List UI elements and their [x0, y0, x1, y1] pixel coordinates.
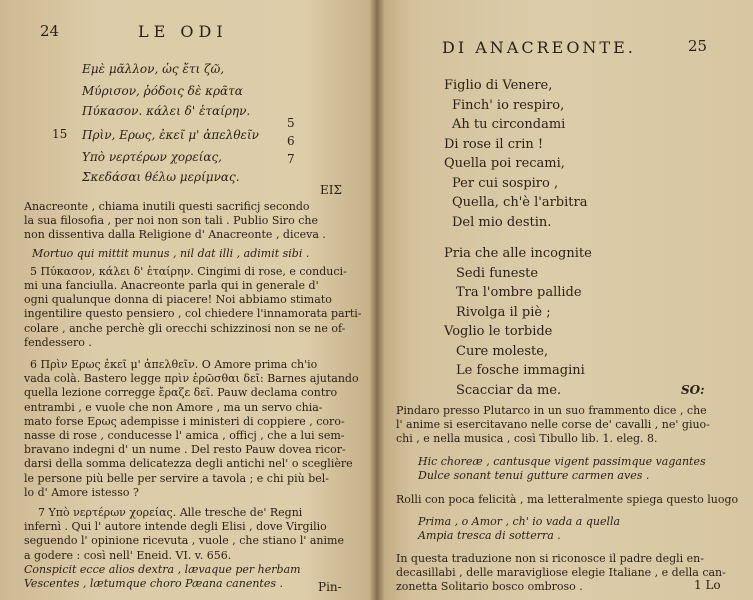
- note-line: ogni qualunque donna di piacere! Noi abbiamo stimato: [24, 293, 332, 307]
- verse-line: Del mio destin.: [452, 214, 552, 230]
- note-line: a godere : così nell' Eneid. VI. v. 656.: [24, 548, 232, 562]
- left-running-head: LE ODI: [138, 22, 228, 41]
- note-line: zonetta Solitario bosco ombroso .: [396, 580, 583, 594]
- note-line: lo d' Amore istesso ?: [24, 485, 139, 499]
- italian-verse: [444, 78, 592, 402]
- note-line: colare , anche perchè gli orecchi schizzinosi non se ne of-: [24, 321, 346, 335]
- note-line: Vescentes , lætumque choro Pæana canentes .: [24, 577, 283, 591]
- note-line: 7 Υπὸ νερτέρων χορείας. Alle tresche de' Regni: [38, 506, 303, 520]
- verse-line: Le fosche immagini: [456, 363, 585, 378]
- note-line: bravano indegni d' un nume . Del resto Pauw dovea ricor-: [24, 443, 346, 457]
- note-line: vada colà. Bastero legge πρὶν ἐρῶσθαι δεῖ: Barnes ajutando: [24, 372, 359, 386]
- verse-line: Ah tu circondami: [452, 117, 566, 132]
- note-line: non dissentiva dalla Religione d' Anacreonte , diceva .: [24, 228, 326, 242]
- verse-line-number: 15: [52, 127, 68, 141]
- greek-line: Εμὲ μᾶλλον, ὡς ἔτι ζῶ,: [82, 62, 225, 76]
- note-line: ingentilire questo pensiero , col chiedere l'innamorata parti-: [24, 307, 362, 321]
- note-line: mi una fanciulla. Anacreonte parla qui in generale d': [24, 279, 319, 293]
- greek-line: Υπὸ νερτέρων χορείας,: [82, 150, 222, 164]
- verse-line: Sedi funeste: [456, 265, 539, 281]
- note-line: chi , e nella musica , così Tibullo lib. 1. eleg. 8.: [396, 432, 658, 446]
- note-line: la sua filosofia , per noi non son tali . Publio Siro che: [24, 214, 319, 228]
- verse-line: Tra l'ombre pallide: [456, 285, 582, 300]
- note-line: seguendo l' opinione ricevuta , vuole , che stiano l' anime: [24, 534, 344, 548]
- note-line: nasse di rose , conducesse l' amica , officj , che a lui sem-: [24, 429, 345, 443]
- note-line: Prima , o Amor , ch' io vada a quella: [418, 515, 621, 529]
- verse-line: Rivolga il piè ;: [456, 304, 551, 320]
- greek-line: Πύκασον. κάλει δ' ἑταίρην.: [82, 104, 251, 118]
- right-page: [376, 0, 753, 600]
- note-line: infernì . Qui l' autore intende degli Elisi , dove Virgilio: [24, 520, 327, 534]
- note-line: 5 Πύκασον, κάλει δ' ἑταίρην. Cingimi di rose, e conduci-: [30, 264, 347, 278]
- verse-line: Pria che alle incognite: [444, 246, 592, 261]
- verse-line-number: 5: [287, 116, 295, 130]
- greek-line: Σκεδάσαι θέλω μερίμνας.: [82, 170, 240, 184]
- note-line: Rolli con poca felicità , ma letteralmente spiega questo luogo: [396, 493, 739, 507]
- book-gutter: [370, 0, 384, 600]
- verse-line-number: 6: [287, 134, 295, 148]
- verse-line: Cure moleste,: [456, 343, 549, 359]
- verse-line: Per cui sospiro ,: [452, 175, 559, 191]
- note-line: decasillabi , delle maravigliose elegie Italiane , e della can-: [396, 565, 726, 579]
- note-line: mato forse Ερως adempisse i ministeri di coppiere , coro-: [24, 414, 345, 428]
- note-line: Hic choreæ , cantusque vigent passimque vagantes: [418, 454, 706, 468]
- right-signature: 1 Lo: [694, 578, 721, 592]
- note-line: Pindaro presso Plutarco in un suo frammento dice , che: [396, 404, 707, 417]
- greek-line: Πρὶν, Ερως, ἐκεῖ μ' ἀπελθεῖν: [82, 128, 259, 142]
- verse-line: Scacciar da me.: [456, 382, 562, 398]
- verse-line: Quella poi recami,: [444, 156, 565, 171]
- right-catchword: SO:: [681, 383, 705, 397]
- note-line: fendessero .: [24, 335, 92, 349]
- note-line: Anacreonte , chiama inutili questi sacrificj secondo: [24, 200, 310, 213]
- left-page-number: 24: [40, 22, 60, 40]
- left-catchword: ΕΙΣ: [320, 183, 342, 197]
- note-line: Mortuo qui mittit munus , nil dat illi , adimit sibi .: [32, 246, 310, 260]
- right-notes: [396, 404, 738, 594]
- note-line: Dulce sonant tenui gutture carmen aves .: [418, 468, 650, 482]
- right-page-number: 25: [688, 37, 708, 55]
- note-line: In questa traduzione non si riconosce il padre degli en-: [396, 551, 704, 565]
- note-line: entrambi , e vuole che non Amore , ma un servo chia-: [24, 400, 323, 414]
- verse-line: Figlio di Venere,: [444, 78, 553, 93]
- left-footer-catchword: Pin-: [318, 580, 342, 594]
- note-line: Conspicit ecce alios dextra , lævaque per herbam: [24, 562, 301, 576]
- note-line: Ampia tresca di sotterra .: [418, 529, 561, 543]
- note-line: le persone più belle per servire a tavola ; e chi più bel-: [24, 471, 329, 485]
- greek-line: Μύρισον, ῥόδοις δὲ κρᾶτα: [82, 84, 243, 98]
- verse-line: Di rose il crin !: [444, 136, 544, 152]
- note-line: quella lezione corregge ἔραζε δεῖ. Pauw declama contro: [24, 386, 338, 400]
- note-line: darsi della somma delicatezza degli antichi nel' o sceglière: [24, 457, 353, 471]
- verse-line-number: 7: [287, 152, 295, 166]
- verse-line: Quella, ch'è l'arbitra: [452, 195, 588, 210]
- note-line: l' anime si esercitavano nelle corse de' cavalli , ne' giuo-: [396, 418, 710, 432]
- note-line: 6 Πρὶν Ερως ἐκεῖ μ' ἀπελθεῖν. O Amore prima ch'io: [30, 358, 318, 372]
- right-running-head: DI ANACREONTE.: [442, 38, 636, 57]
- left-notes: [24, 200, 362, 591]
- stanza-gap: [444, 234, 592, 246]
- verse-line: Finch' io respiro,: [452, 97, 565, 113]
- verse-line: Voglio le torbide: [444, 324, 553, 339]
